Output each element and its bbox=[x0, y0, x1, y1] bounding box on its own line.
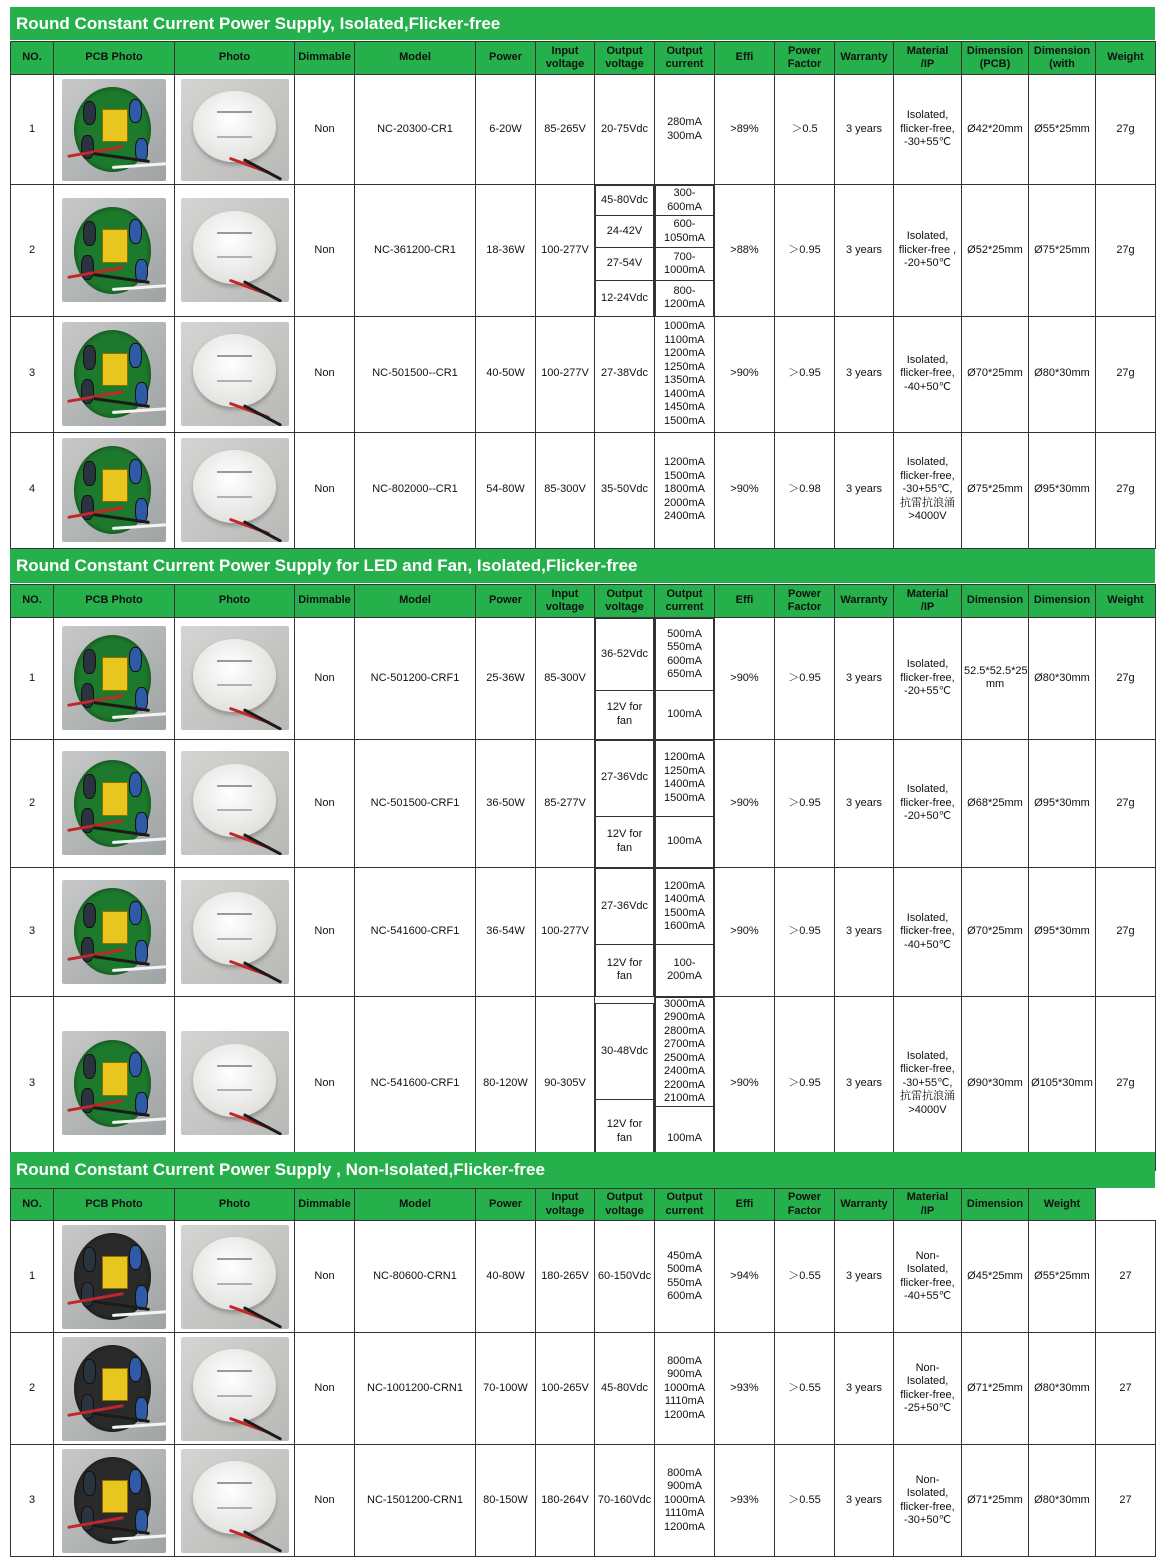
dimension-pcb-value: Ø42*20mm bbox=[962, 75, 1029, 185]
dimmable-value: Non bbox=[295, 739, 355, 868]
dimmable-value: Non bbox=[295, 316, 355, 432]
weight-value: 27g bbox=[1096, 432, 1156, 548]
dimension-case-value: Ø95*30mm bbox=[1029, 868, 1096, 997]
product-photo bbox=[181, 438, 289, 542]
photo-cell bbox=[175, 618, 295, 740]
row-number: 2 bbox=[11, 739, 54, 868]
dimmable-value: Non bbox=[295, 618, 355, 740]
warranty-value: 3 years bbox=[835, 185, 894, 317]
efficiency-value: >89% bbox=[715, 75, 775, 185]
power-factor-value: ＞0.95 bbox=[775, 618, 835, 740]
input-voltage-value: 85-300V bbox=[536, 618, 595, 740]
output-current-value: 3000mA 2900mA 2800mA 2700mA 2500mA 2400mA 2200mA 2100mA bbox=[656, 997, 714, 1106]
power-value: 54-80W bbox=[476, 432, 536, 548]
model-value: NC-1001200-CRN1 bbox=[355, 1333, 476, 1445]
efficiency-value: >88% bbox=[715, 185, 775, 317]
column-header: Dimmable bbox=[295, 42, 355, 75]
output-current-value: 300- 600mA bbox=[656, 186, 714, 216]
pcb-photo bbox=[62, 322, 166, 426]
model-value: NC-501500--CR1 bbox=[355, 316, 476, 432]
header-row bbox=[11, 585, 1156, 618]
column-header: Model bbox=[355, 585, 476, 618]
column-header: Weight bbox=[1096, 42, 1156, 75]
input-voltage-value: 100-277V bbox=[536, 185, 595, 317]
power-factor-value: ＞0.95 bbox=[775, 996, 835, 1171]
input-voltage-value: 100-265V bbox=[536, 1333, 595, 1445]
column-header: Output voltage bbox=[595, 42, 655, 75]
dimension-case-value: Ø80*30mm bbox=[1029, 316, 1096, 432]
dimension-case-value: Ø55*25mm bbox=[1029, 1221, 1096, 1333]
column-header: PCB Photo bbox=[54, 1189, 175, 1221]
output-current-value: 600- 1050mA bbox=[656, 216, 714, 248]
column-header: Effi bbox=[715, 585, 775, 618]
efficiency-value: >93% bbox=[715, 1445, 775, 1557]
column-header: Model bbox=[355, 42, 476, 75]
row-number: 1 bbox=[11, 618, 54, 740]
efficiency-value: >90% bbox=[715, 432, 775, 548]
efficiency-value: >93% bbox=[715, 1333, 775, 1445]
column-header: Dimension (with bbox=[1029, 42, 1096, 75]
dimmable-value: Non bbox=[295, 1445, 355, 1557]
weight-value: 27g bbox=[1096, 739, 1156, 868]
dimension-case-value: Ø80*30mm bbox=[1029, 1333, 1096, 1445]
dimension-case-value: Ø95*30mm bbox=[1029, 739, 1096, 868]
model-value: NC-361200-CR1 bbox=[355, 185, 476, 317]
table-row bbox=[11, 868, 1156, 997]
dimension-pcb-value: Ø70*25mm bbox=[962, 316, 1029, 432]
section-title: Round Constant Current Power Supply for LED and Fan, Isolated,Flicker-free bbox=[10, 549, 1155, 583]
pcb-photo-cell bbox=[54, 1445, 175, 1557]
column-header: Input voltage bbox=[536, 1189, 595, 1221]
photo-cell bbox=[175, 432, 295, 548]
output-current-group bbox=[655, 185, 715, 317]
model-value: NC-541600-CRF1 bbox=[355, 868, 476, 997]
power-value: 36-50W bbox=[476, 739, 536, 868]
weight-value: 27 bbox=[1096, 1333, 1156, 1445]
pcb-photo bbox=[62, 1337, 166, 1441]
column-header: Photo bbox=[175, 1189, 295, 1221]
dimension-pcb-value: Ø75*25mm bbox=[962, 432, 1029, 548]
photo-cell bbox=[175, 316, 295, 432]
column-header: Dimmable bbox=[295, 585, 355, 618]
warranty-value: 3 years bbox=[835, 316, 894, 432]
output-voltage-group bbox=[595, 868, 655, 997]
output-current-value: 500mA 550mA 600mA 650mA bbox=[656, 619, 714, 691]
photo-cell bbox=[175, 1445, 295, 1557]
pcb-photo-cell bbox=[54, 432, 175, 548]
output-voltage-value: 27-38Vdc bbox=[595, 316, 655, 432]
output-current-group bbox=[655, 739, 715, 868]
model-value: NC-541600-CRF1 bbox=[355, 996, 476, 1171]
output-current-value: 800mA 900mA 1000mA 1110mA 1200mA bbox=[655, 1333, 715, 1445]
input-voltage-value: 100-277V bbox=[536, 868, 595, 997]
output-voltage-value: 36-52Vdc bbox=[596, 619, 654, 691]
product-photo bbox=[181, 1031, 289, 1135]
output-voltage-value: 27-36Vdc bbox=[596, 740, 654, 816]
output-voltage-value: 12V for fan bbox=[596, 691, 654, 739]
material-value: Isolated, flicker-free, -30+55℃, 抗雷抗浪涌 >4000V bbox=[894, 996, 962, 1171]
column-header: PCB Photo bbox=[54, 42, 175, 75]
output-current-value: 100- 200mA bbox=[656, 945, 714, 996]
header-row bbox=[11, 1189, 1156, 1221]
pcb-photo-cell bbox=[54, 618, 175, 740]
output-voltage-value: 27-54V bbox=[596, 248, 654, 281]
row-number: 3 bbox=[11, 316, 54, 432]
output-voltage-group bbox=[595, 996, 655, 1171]
column-header: Dimension (PCB) bbox=[962, 42, 1029, 75]
warranty-value: 3 years bbox=[835, 618, 894, 740]
output-current-group bbox=[655, 868, 715, 997]
pcb-photo bbox=[62, 79, 166, 181]
material-value: Isolated, flicker-free, -40+50℃ bbox=[894, 316, 962, 432]
dimension-case-value: Ø80*30mm bbox=[1029, 618, 1096, 740]
warranty-value: 3 years bbox=[835, 739, 894, 868]
column-header: PCB Photo bbox=[54, 585, 175, 618]
column-header: Material /IP bbox=[894, 1189, 962, 1221]
model-value: NC-20300-CR1 bbox=[355, 75, 476, 185]
input-voltage-value: 180-265V bbox=[536, 1221, 595, 1333]
table-row bbox=[11, 996, 1156, 1171]
output-current-value: 280mA 300mA bbox=[655, 75, 715, 185]
spec-table bbox=[10, 41, 1156, 549]
output-current-value: 100mA bbox=[656, 1106, 714, 1170]
power-value: 40-50W bbox=[476, 316, 536, 432]
power-factor-value: ＞0.95 bbox=[775, 316, 835, 432]
photo-cell bbox=[175, 75, 295, 185]
dimension-case-value: Ø105*30mm bbox=[1029, 996, 1096, 1171]
dimmable-value: Non bbox=[295, 185, 355, 317]
efficiency-value: >90% bbox=[715, 739, 775, 868]
material-value: Isolated, flicker-free, -40+50℃ bbox=[894, 868, 962, 997]
table-row bbox=[11, 75, 1156, 185]
output-current-value: 100mA bbox=[656, 816, 714, 867]
input-voltage-value: 100-277V bbox=[536, 316, 595, 432]
column-header: Warranty bbox=[835, 42, 894, 75]
dimmable-value: Non bbox=[295, 75, 355, 185]
pcb-photo bbox=[62, 1225, 166, 1329]
table-row bbox=[11, 185, 1156, 317]
row-number: 1 bbox=[11, 1221, 54, 1333]
column-header: Dimmable bbox=[295, 1189, 355, 1221]
column-header: Power Factor bbox=[775, 585, 835, 618]
column-header: NO. bbox=[11, 42, 54, 75]
table-row bbox=[11, 432, 1156, 548]
power-factor-value: ＞0.55 bbox=[775, 1445, 835, 1557]
photo-cell bbox=[175, 185, 295, 317]
column-header: Photo bbox=[175, 42, 295, 75]
output-voltage-value: 45-80Vdc bbox=[595, 1333, 655, 1445]
output-current-value: 800- 1200mA bbox=[656, 281, 714, 316]
pcb-photo bbox=[62, 1031, 166, 1135]
material-value: Non- Isolated, flicker-free, -40+55℃ bbox=[894, 1221, 962, 1333]
dimension-case-value: Ø75*25mm bbox=[1029, 185, 1096, 317]
section-title: Round Constant Current Power Supply, Isolated,Flicker-free bbox=[10, 7, 1155, 40]
output-voltage-value: 60-150Vdc bbox=[595, 1221, 655, 1333]
dimension-pcb-value: Ø71*25mm bbox=[962, 1445, 1029, 1557]
power-value: 25-36W bbox=[476, 618, 536, 740]
input-voltage-value: 85-300V bbox=[536, 432, 595, 548]
dimmable-value: Non bbox=[295, 1221, 355, 1333]
product-photo bbox=[181, 626, 289, 730]
pcb-photo-cell bbox=[54, 739, 175, 868]
pcb-photo-cell bbox=[54, 1333, 175, 1445]
output-voltage-value: 24-42V bbox=[596, 216, 654, 248]
row-number: 4 bbox=[11, 432, 54, 548]
output-voltage-value: 30-48Vdc bbox=[596, 1004, 654, 1100]
pcb-photo-cell bbox=[54, 75, 175, 185]
output-voltage-value: 27-36Vdc bbox=[596, 869, 654, 945]
output-current-value: 100mA bbox=[656, 691, 714, 739]
column-header bbox=[1096, 1189, 1156, 1221]
column-header: NO. bbox=[11, 1189, 54, 1221]
spec-table bbox=[10, 1188, 1156, 1557]
column-header: Power bbox=[476, 585, 536, 618]
column-header: Output voltage bbox=[595, 1189, 655, 1221]
weight-value: 27g bbox=[1096, 996, 1156, 1171]
power-value: 6-20W bbox=[476, 75, 536, 185]
product-photo bbox=[181, 1337, 289, 1441]
output-current-value: 450mA 500mA 550mA 600mA bbox=[655, 1221, 715, 1333]
power-factor-value: ＞0.95 bbox=[775, 868, 835, 997]
photo-cell bbox=[175, 868, 295, 997]
product-photo bbox=[181, 1225, 289, 1329]
dimension-pcb-value: Ø70*25mm bbox=[962, 868, 1029, 997]
photo-cell bbox=[175, 996, 295, 1171]
efficiency-value: >90% bbox=[715, 316, 775, 432]
product-photo bbox=[181, 1449, 289, 1553]
model-value: NC-501200-CRF1 bbox=[355, 618, 476, 740]
weight-value: 27g bbox=[1096, 868, 1156, 997]
dimension-pcb-value: Ø68*25mm bbox=[962, 739, 1029, 868]
column-header: Power bbox=[476, 1189, 536, 1221]
column-header: Output current bbox=[655, 42, 715, 75]
product-photo bbox=[181, 322, 289, 426]
spec-table bbox=[10, 584, 1156, 1171]
column-header: Effi bbox=[715, 42, 775, 75]
pcb-photo-cell bbox=[54, 185, 175, 317]
table-row bbox=[11, 739, 1156, 868]
row-number: 3 bbox=[11, 868, 54, 997]
power-value: 80-120W bbox=[476, 996, 536, 1171]
dimension-pcb-value: Ø90*30mm bbox=[962, 996, 1029, 1171]
pcb-photo bbox=[62, 880, 166, 984]
row-number: 2 bbox=[11, 1333, 54, 1445]
photo-cell bbox=[175, 1221, 295, 1333]
output-current-group bbox=[655, 618, 715, 740]
photo-cell bbox=[175, 739, 295, 868]
material-value: Isolated, flicker-free, -30+55℃ bbox=[894, 75, 962, 185]
power-factor-value: ＞0.98 bbox=[775, 432, 835, 548]
efficiency-value: >90% bbox=[715, 618, 775, 740]
column-header: Power bbox=[476, 42, 536, 75]
power-factor-value: ＞0.55 bbox=[775, 1221, 835, 1333]
row-number: 2 bbox=[11, 185, 54, 317]
efficiency-value: >90% bbox=[715, 868, 775, 997]
column-header: NO. bbox=[11, 585, 54, 618]
dimension-case-value: Ø80*30mm bbox=[1029, 1445, 1096, 1557]
output-voltage-value: 70-160Vdc bbox=[595, 1445, 655, 1557]
pcb-photo bbox=[62, 751, 166, 855]
column-header: Dimension bbox=[962, 1189, 1029, 1221]
dimmable-value: Non bbox=[295, 868, 355, 997]
table-row bbox=[11, 618, 1156, 740]
column-header: Power Factor bbox=[775, 42, 835, 75]
weight-value: 27 bbox=[1096, 1221, 1156, 1333]
material-value: Isolated, flicker-free, -20+50℃ bbox=[894, 739, 962, 868]
efficiency-value: >94% bbox=[715, 1221, 775, 1333]
output-voltage-value: 35-50Vdc bbox=[595, 432, 655, 548]
product-photo bbox=[181, 751, 289, 855]
model-value: NC-80600-CRN1 bbox=[355, 1221, 476, 1333]
section-title: Round Constant Current Power Supply , Non-Isolated,Flicker-free bbox=[10, 1152, 1155, 1188]
dimension-pcb-value: Ø45*25mm bbox=[962, 1221, 1029, 1333]
weight-value: 27g bbox=[1096, 316, 1156, 432]
power-value: 18-36W bbox=[476, 185, 536, 317]
column-header: Output current bbox=[655, 1189, 715, 1221]
output-voltage-group bbox=[595, 618, 655, 740]
pcb-photo-cell bbox=[54, 1221, 175, 1333]
dimension-case-value: Ø95*30mm bbox=[1029, 432, 1096, 548]
efficiency-value: >90% bbox=[715, 996, 775, 1171]
model-value: NC-802000--CR1 bbox=[355, 432, 476, 548]
warranty-value: 3 years bbox=[835, 1221, 894, 1333]
column-header: Photo bbox=[175, 585, 295, 618]
dimmable-value: Non bbox=[295, 996, 355, 1171]
table-row bbox=[11, 1445, 1156, 1557]
pcb-photo-cell bbox=[54, 868, 175, 997]
power-value: 36-54W bbox=[476, 868, 536, 997]
dimension-pcb-value: 52.5*52.5*25 mm bbox=[962, 618, 1029, 740]
column-header: Material /IP bbox=[894, 42, 962, 75]
column-header: Weight bbox=[1096, 585, 1156, 618]
power-factor-value: ＞0.5 bbox=[775, 75, 835, 185]
output-current-value: 1200mA 1500mA 1800mA 2000mA 2400mA bbox=[655, 432, 715, 548]
input-voltage-value: 85-277V bbox=[536, 739, 595, 868]
input-voltage-value: 180-264V bbox=[536, 1445, 595, 1557]
output-voltage-value: 20-75Vdc bbox=[595, 75, 655, 185]
pcb-photo-cell bbox=[54, 316, 175, 432]
dimension-pcb-value: Ø52*25mm bbox=[962, 185, 1029, 317]
output-current-group bbox=[655, 996, 715, 1171]
warranty-value: 3 years bbox=[835, 432, 894, 548]
warranty-value: 3 years bbox=[835, 1333, 894, 1445]
product-photo bbox=[181, 198, 289, 302]
pcb-photo bbox=[62, 198, 166, 302]
power-factor-value: ＞0.55 bbox=[775, 1333, 835, 1445]
column-header: Effi bbox=[715, 1189, 775, 1221]
power-value: 40-80W bbox=[476, 1221, 536, 1333]
weight-value: 27 bbox=[1096, 1445, 1156, 1557]
column-header: Dimension bbox=[962, 585, 1029, 618]
power-factor-value: ＞0.95 bbox=[775, 185, 835, 317]
dimmable-value: Non bbox=[295, 432, 355, 548]
power-factor-value: ＞0.95 bbox=[775, 739, 835, 868]
pcb-photo bbox=[62, 626, 166, 730]
warranty-value: 3 years bbox=[835, 868, 894, 997]
dimension-pcb-value: Ø71*25mm bbox=[962, 1333, 1029, 1445]
row-number: 3 bbox=[11, 996, 54, 1171]
output-current-value: 700- 1000mA bbox=[656, 248, 714, 281]
table-row bbox=[11, 1221, 1156, 1333]
pcb-photo bbox=[62, 1449, 166, 1553]
input-voltage-value: 85-265V bbox=[536, 75, 595, 185]
input-voltage-value: 90-305V bbox=[536, 996, 595, 1171]
weight-value: 27g bbox=[1096, 75, 1156, 185]
column-header: Power Factor bbox=[775, 1189, 835, 1221]
dimmable-value: Non bbox=[295, 1333, 355, 1445]
column-header: Material /IP bbox=[894, 585, 962, 618]
column-header: Input voltage bbox=[536, 585, 595, 618]
weight-value: 27g bbox=[1096, 618, 1156, 740]
column-header: Input voltage bbox=[536, 42, 595, 75]
pcb-photo-cell bbox=[54, 996, 175, 1171]
model-value: NC-1501200-CRN1 bbox=[355, 1445, 476, 1557]
material-value: Non- Isolated, flicker-free, -25+50℃ bbox=[894, 1333, 962, 1445]
output-voltage-value: 12-24Vdc bbox=[596, 281, 654, 316]
output-current-value: 1200mA 1250mA 1400mA 1500mA bbox=[656, 740, 714, 816]
photo-cell bbox=[175, 1333, 295, 1445]
row-number: 1 bbox=[11, 75, 54, 185]
table-row bbox=[11, 1333, 1156, 1445]
weight-value: 27g bbox=[1096, 185, 1156, 317]
table-row bbox=[11, 316, 1156, 432]
output-voltage-value: 45-80Vdc bbox=[596, 186, 654, 216]
column-header: Warranty bbox=[835, 585, 894, 618]
material-value: Isolated, flicker-free, -30+55℃, 抗雷抗浪涌 >4000V bbox=[894, 432, 962, 548]
material-value: Isolated, flicker-free, -20+55℃ bbox=[894, 618, 962, 740]
dimension-case-value: Ø55*25mm bbox=[1029, 75, 1096, 185]
output-current-value: 800mA 900mA 1000mA 1110mA 1200mA bbox=[655, 1445, 715, 1557]
pcb-photo bbox=[62, 438, 166, 542]
material-value: Isolated, flicker-free , -20+50℃ bbox=[894, 185, 962, 317]
row-number: 3 bbox=[11, 1445, 54, 1557]
column-header: Dimension bbox=[1029, 585, 1096, 618]
output-voltage-value: 12V for fan bbox=[596, 945, 654, 996]
output-voltage-group bbox=[595, 185, 655, 317]
product-photo bbox=[181, 880, 289, 984]
output-voltage-group bbox=[595, 739, 655, 868]
power-value: 70-100W bbox=[476, 1333, 536, 1445]
column-header: Output voltage bbox=[595, 585, 655, 618]
warranty-value: 3 years bbox=[835, 1445, 894, 1557]
column-header: Weight bbox=[1029, 1189, 1096, 1221]
output-current-value: 1000mA 1100mA 1200mA 1250mA 1350mA 1400mA 1450mA 1500mA bbox=[655, 316, 715, 432]
output-current-value: 1200mA 1400mA 1500mA 1600mA bbox=[656, 869, 714, 945]
material-value: Non- Isolated, flicker-free, -30+50℃ bbox=[894, 1445, 962, 1557]
power-value: 80-150W bbox=[476, 1445, 536, 1557]
column-header: Warranty bbox=[835, 1189, 894, 1221]
header-row bbox=[11, 42, 1156, 75]
warranty-value: 3 years bbox=[835, 75, 894, 185]
warranty-value: 3 years bbox=[835, 996, 894, 1171]
product-photo bbox=[181, 79, 289, 181]
column-header: Model bbox=[355, 1189, 476, 1221]
column-header: Output current bbox=[655, 585, 715, 618]
model-value: NC-501500-CRF1 bbox=[355, 739, 476, 868]
output-voltage-value: 12V for fan bbox=[596, 1100, 654, 1164]
output-voltage-value: 12V for fan bbox=[596, 816, 654, 867]
